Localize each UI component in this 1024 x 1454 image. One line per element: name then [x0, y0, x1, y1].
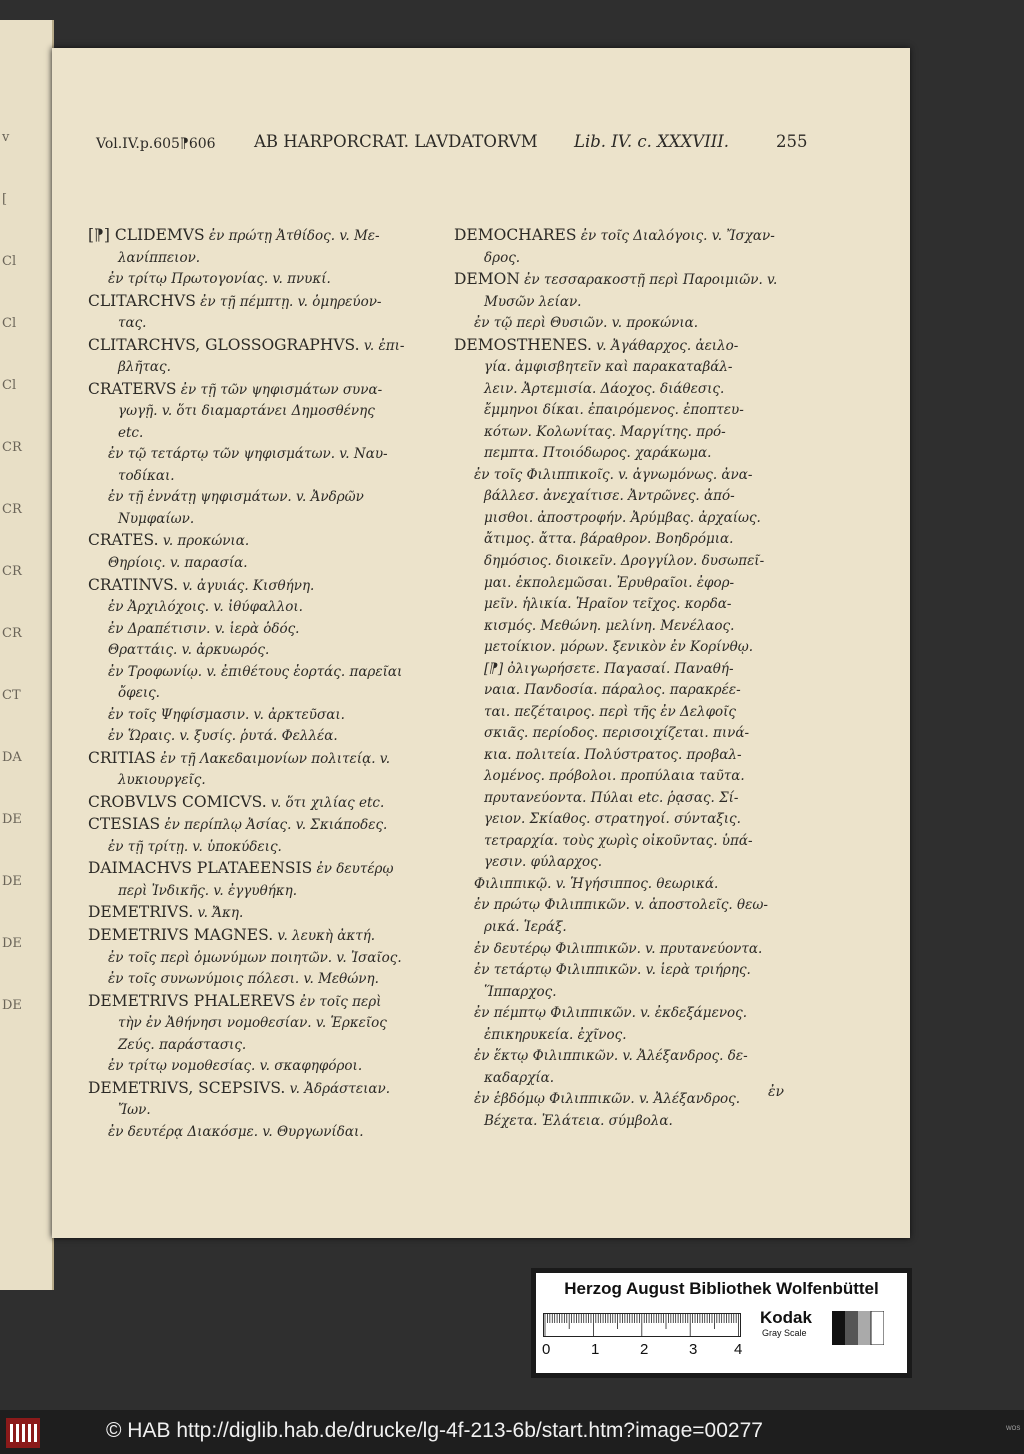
prev-page-fragment: Cl [2, 378, 17, 393]
entry-continuation: περὶ Ἰνδικῆς. v. ἐγγυθήκη. [118, 882, 298, 899]
entry-citation: v. ὅτι χιλίας etc. [266, 794, 385, 811]
entry-continuation: καδαρχία. [484, 1069, 555, 1086]
entry-subcitation: ἐν τῷ περὶ Θυσιῶν. v. προκώνια. [474, 315, 699, 332]
entry-author: DEMOCHARES [454, 226, 577, 244]
index-entry [88, 991, 438, 1014]
header-book-ref: Lib. IV. c. XXXVIII. [574, 132, 730, 151]
entry-subcitation: ἐν τοῖς Φιλιππικοῖς. v. ἀγνωμόνως. ἀνα- [474, 466, 753, 483]
ruler-number: 3 [689, 1341, 698, 1358]
index-entry [88, 1078, 438, 1101]
entry-continuation: λυκιουργεῖς. [118, 772, 206, 789]
index-entry [454, 225, 832, 248]
kodak-logo: Kodak [760, 1308, 812, 1327]
entry-citation: ἐν τοῖς Διαλόγοις. v. Ἴσχαν- [576, 228, 775, 244]
gray-scale-label: Gray Scale [762, 1328, 807, 1338]
index-entry [88, 748, 438, 771]
entry-author: CRATERVS [88, 379, 177, 398]
entry-citation: v. προκώνια. [158, 533, 250, 550]
hab-logo-icon [6, 1418, 40, 1448]
entry-subcitation: ἐν τοῖς Ψηφίσμασιν. v. ἀρκτεῦσαι. [108, 706, 345, 723]
header-title: AB HARPORCRAT. LAVDATORVM [254, 132, 538, 151]
prev-page-fragment: DE [2, 812, 22, 827]
entry-continuation: ναια. Πανδοσία. πάραλος. παρακρέε- [484, 682, 741, 699]
index-entry [88, 379, 438, 402]
entry-citation: v. ἐπι- [359, 337, 405, 354]
entry-subcitation: Φιλιππικῷ. v. Ἡγήσιππος. θεωρικά. [474, 875, 719, 892]
entry-citation: ἐν πρώτῃ Ἀτθίδος. v. Με- [204, 228, 380, 244]
entry-citation: ἐν δευτέρῳ [312, 861, 394, 878]
entry-subcitation: ἐν Ὥραις. v. ξυσίς. ῥυτά. Φελλέα. [108, 728, 338, 745]
entry-continuation: μετοίκιον. μόρων. ξενικὸν ἐν Κορίνθῳ. [484, 639, 754, 656]
previous-page-edge [0, 20, 54, 1290]
entry-author: [⁋] CLIDEMVS [88, 226, 205, 244]
entry-subcitation: ἐν τῷ τετάρτῳ τῶν ψηφισμάτων. v. Ναυ- [108, 446, 388, 463]
entry-continuation: ἄτιμος. ἄττα. βάραθρον. Βοηδρόμια. [484, 531, 734, 548]
prev-page-fragment: CT [2, 688, 21, 703]
entry-continuation: πεμπτα. Πτοιόδωρος. χαράκωμα. [484, 445, 712, 462]
entry-author: CLITARCHVS, GLOSSOGRAPHVS. [88, 335, 360, 354]
ruler-ticks [544, 1314, 740, 1336]
entry-continuation: μαι. ἐκπολεμῶσαι. Ἐρυθραῖοι. ἐφορ- [484, 574, 735, 591]
entry-citation: ἐν τῇ τῶν ψηφισμάτων συνα- [176, 381, 383, 398]
header-volume-ref: Vol.IV.p.605⁋606 [96, 136, 216, 152]
entry-continuation: βλῆτας. [118, 359, 171, 376]
entry-citation: ἐν τῇ Λακεδαιμονίων πολιτείᾳ. v. [155, 750, 391, 767]
entry-subcitation: ἐν δευτέρᾳ Διακόσμε. v. Θυργωνίδαι. [108, 1123, 364, 1140]
entry-subcitation: ἐν τοῖς περὶ ὁμωνύμων ποιητῶν. v. Ἰσαῖος. [108, 949, 402, 966]
card-title: Herzog August Bibliothek Wolfenbüttel [564, 1279, 879, 1298]
entry-subcitation: ἐν τρίτῳ Πρωτογονίας. v. πνυκί. [108, 271, 331, 288]
prev-page-fragment: Cl [2, 254, 17, 269]
entry-subcitation: ἐν τῇ ἐννάτῃ ψηφισμάτων. v. Ἀνδρῶν [108, 489, 364, 506]
entry-author: DEMETRIVS PHALEREVS [88, 991, 296, 1010]
entry-continuation: δημόσιος. διοικεῖν. Δρογγίλον. δυσωπεῖ- [484, 552, 765, 569]
entry-subcitation: ἐν τοῖς συνωνύμοις πόλεσι. v. Μεθώνη. [108, 971, 379, 988]
entry-continuation: γία. ἀμφισβητεῖν καὶ παρακαταβάλ- [484, 359, 733, 376]
entry-continuation: τὴν ἐν Ἀθήνησι νομοθεσίαν. v. Ἑρκεῖος [118, 1015, 387, 1032]
entry-author: DEMETRIVS MAGNES. [88, 926, 274, 944]
index-entry [88, 814, 438, 837]
ruler-number: 4 [734, 1341, 743, 1358]
entry-citation: v. Ἀγάθαρχος. ἀειλο- [591, 337, 739, 354]
entry-continuation: [⁋] ὀλιγωρήσετε. Παγασαί. Παναθή- [484, 660, 734, 677]
entry-continuation: etc. [118, 424, 144, 441]
entry-continuation: ὄφεις. [118, 685, 160, 702]
entry-author: CTESIAS [88, 815, 161, 834]
entry-continuation: Βέχετα. Ἐλάτεια. σύμβολα. [484, 1112, 673, 1129]
entry-subcitation: ἐν πρώτῳ Φιλιππικῶν. v. ἀποστολεῖς. θεω- [474, 897, 768, 914]
index-entry [88, 925, 438, 948]
entry-continuation: σκιᾶς. περίοδος. περισοιχίζεται. πινά- [484, 725, 750, 742]
left-column [88, 225, 438, 1143]
prev-page-fragment: DE [2, 874, 22, 889]
entry-subcitation: ἐν ἕκτῳ Φιλιππικῶν. v. Ἀλέξανδρος. δε- [474, 1048, 748, 1065]
entry-continuation: Ζεύς. παράστασις. [118, 1036, 247, 1053]
entry-continuation: δρος. [484, 249, 521, 266]
entry-author: CROBVLVS COMICVS. [88, 792, 267, 811]
prev-page-fragment: v [2, 130, 10, 145]
index-entry [88, 858, 438, 881]
prev-page-fragment: DE [2, 936, 22, 951]
entry-author: CRATES. [88, 531, 159, 550]
entry-continuation: τετραρχία. τοὺς χωρὶς οἰκοῦντας. ὑπά- [484, 832, 753, 849]
index-entry [88, 225, 438, 248]
entry-subcitation: Θηρίοις. v. παρασία. [108, 554, 248, 571]
entry-citation: v. ἀγυιάς. Κισθήνη. [178, 577, 315, 594]
index-entry [88, 530, 438, 553]
prev-page-fragment: CR [2, 564, 22, 579]
entry-continuation: ται. πεζέταιρος. περὶ τῆς ἐν Δελφοῖς [484, 703, 736, 720]
book-page [52, 48, 910, 1238]
entry-continuation: Μυσῶν λείαν. [484, 293, 582, 310]
entry-subcitation: ἐν δευτέρῳ Φιλιππικῶν. v. πρυτανεύοντα. [474, 940, 763, 957]
entry-continuation: ρικά. Ἱεράξ. [484, 919, 567, 935]
entry-continuation: γεσιν. φύλαρχος. [484, 854, 603, 871]
ruler-number: 1 [591, 1341, 600, 1358]
ruler-number: 0 [542, 1341, 551, 1358]
entry-continuation: κια. πολιτεία. Πολύστρατος. προβαλ- [484, 746, 742, 763]
entry-author: CRATINVS. [88, 575, 179, 594]
entry-citation: ἐν τεσσαρακοστῇ περὶ Παροιμιῶν. v. [519, 272, 778, 289]
entry-continuation: τοδίκαι. [118, 467, 175, 484]
entry-subcitation: ἐν Ἀρχιλόχοις. v. ἰθύφαλλοι. [108, 599, 303, 616]
entry-continuation: πρυτανεύοντα. Πύλαι etc. ῥᾳσας. Σί- [484, 789, 739, 806]
prev-page-fragment: Cl [2, 316, 17, 331]
page-number: 255 [776, 132, 808, 151]
index-entry [88, 792, 438, 815]
prev-page-fragment: CR [2, 626, 22, 641]
entry-subcitation: ἐν τῇ τρίτῃ. v. ὑποκύδεις. [108, 838, 282, 855]
gray-scale-swatch [832, 1311, 884, 1345]
entry-citation: ἐν περίπλῳ Ἀσίας. v. Σκιάποδες. [160, 817, 388, 834]
footer-bar [0, 1410, 1024, 1454]
entry-continuation: Νυμφαίων. [118, 510, 195, 527]
entry-citation: v. Ἀδράστειαν. [285, 1080, 390, 1097]
index-entry [88, 902, 438, 925]
ruler [543, 1313, 741, 1337]
prev-page-fragment: DE [2, 998, 22, 1013]
entry-author: DEMETRIVS, SCEPSIVS. [88, 1078, 286, 1097]
entry-continuation: Ἴων. [118, 1102, 151, 1119]
entry-citation: ἐν τῇ πέμπτῃ. v. ὁμηρεύον- [195, 293, 382, 310]
index-entry [88, 335, 438, 358]
entry-continuation: λειν. Ἀρτεμισία. Δάοχος. διάθεσις. [484, 380, 725, 397]
entry-subcitation: ἐν πέμπτῳ Φιλιππικῶν. v. ἐκδεξάμενος. [474, 1005, 748, 1022]
entry-continuation: γειον. Σκίαθος. στρατηγοί. σύνταξις. [484, 811, 741, 828]
entry-continuation: ἐπικηρυκεία. ἐχῖνος. [484, 1026, 627, 1043]
entry-subcitation: ἐν τρίτῳ νομοθεσίας. v. σκαφηφόροι. [108, 1058, 363, 1075]
index-entry [454, 335, 832, 358]
entry-continuation: Ἵππαρχος. [484, 983, 557, 1000]
entry-citation: ἐν τοῖς περὶ [295, 993, 382, 1010]
entry-subcitation: ἐν Τροφωνίῳ. v. ἐπιθέτους ἑορτάς. παρεῖαι [108, 663, 403, 680]
entry-subcitation: ἐν τετάρτῳ Φιλιππικῶν. v. ἱερὰ τριήρης. [474, 962, 751, 979]
prev-page-fragment: [ [2, 192, 8, 207]
index-entry [88, 291, 438, 314]
entry-citation: v. Ἄκη. [193, 905, 244, 922]
entry-continuation: μεῖν. ἡλικία. Ἡραῖον τεῖχος. κορδα- [484, 596, 732, 613]
entry-continuation: ἔμμηνοι δίκαι. ἐπαιρόμενος. ἐποπτευ- [484, 402, 744, 419]
prev-page-fragment: CR [2, 440, 22, 455]
entry-continuation: λανίππειον. [118, 249, 201, 266]
entry-subcitation: ἐν ἑβδόμῳ Φιλιππικῶν. v. Ἀλέξανδρος. [474, 1091, 740, 1108]
entry-subcitation: Θραττάις. v. ἀρκυωρός. [108, 642, 270, 659]
ruler-number: 2 [640, 1341, 649, 1358]
entry-author: CRITIAS [88, 748, 156, 767]
entry-author: DEMON [454, 270, 520, 289]
entry-citation: v. λευκὴ ἀκτή. [273, 928, 376, 944]
copyright-link[interactable]: © HAB http://diglib.hab.de/drucke/lg-4f-213-6b/start.htm?image=00277 [106, 1419, 763, 1442]
prev-page-fragment: CR [2, 502, 22, 517]
index-entry [454, 269, 832, 292]
entry-continuation: κισμός. Μεθώνη. μελίνη. Μενέλαος. [484, 617, 735, 634]
index-entry [88, 575, 438, 598]
catchword: ἐν [768, 1084, 785, 1100]
right-column [454, 225, 832, 1132]
entry-author: DEMETRIVS. [88, 903, 194, 922]
entry-continuation: τας. [118, 315, 147, 332]
scale-card [531, 1268, 912, 1378]
entry-continuation: λομένος. πρόβολοι. προπύλαια ταῦτα. [484, 768, 745, 785]
entry-author: CLITARCHVS [88, 291, 196, 310]
entry-author: DAIMACHVS PLATAEENSIS [88, 859, 313, 878]
entry-continuation: μισθοι. ἀποστροφήν. Ἀρύμβας. ἀρχαίως. [484, 509, 761, 526]
entry-subcitation: ἐν Δραπέτισιν. v. ἱερὰ ὁδός. [108, 620, 300, 637]
entry-continuation: κότων. Κολωνίτας. Μαργίτης. πρό- [484, 423, 726, 440]
entry-continuation: γωγῇ. v. ὅτι διαμαρτάνει Δημοσθένης [118, 403, 375, 420]
entry-author: DEMOSTHENES. [454, 335, 592, 354]
corner-mark: WOS [1006, 1426, 1021, 1432]
entry-continuation: βάλλεσ. ἀνεχαίτισε. Ἀντρῶνες. ἀπό- [484, 488, 735, 505]
prev-page-fragment: DA [2, 750, 22, 765]
